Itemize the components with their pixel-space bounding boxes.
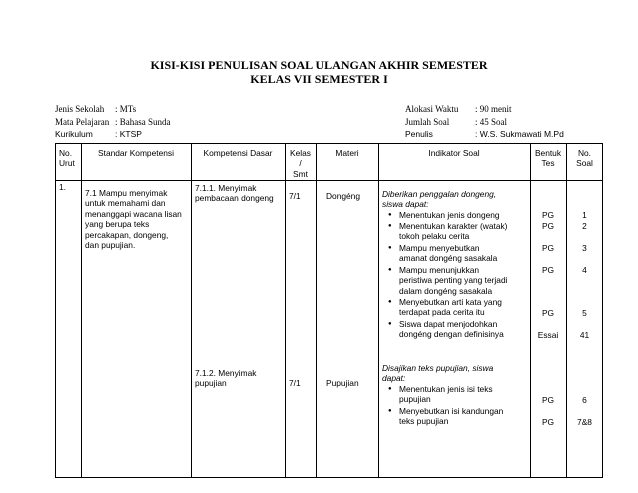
bentuk-tes-item: PG <box>541 417 555 427</box>
header-indikator-soal: Indikator Soal <box>428 148 480 158</box>
kompetensi-dasar-7-1-2: 7.1.2. Menyimak pupujian <box>195 368 257 389</box>
col-divider <box>191 144 192 477</box>
kelas-smt-7-1-2: 7/1 <box>289 378 301 388</box>
meta-left <box>55 103 171 141</box>
meta-mata-pelajaran: Mata Pelajaran : Bahasa Sunda <box>55 116 171 127</box>
indikator-item: ● Menentukan jenis isi teks pupujian <box>399 384 533 405</box>
header-divider <box>56 180 602 181</box>
header-bentuk-tes: Bentuk Tes <box>534 148 562 169</box>
materi-dongeng: Dongéng <box>326 191 360 201</box>
indikator-intro-dongeng: Diberikan penggalan dongeng, siswa dapat: <box>382 189 497 210</box>
no-soal-item: 5 <box>582 308 587 318</box>
indikator-item: ● Menentukan jenis dongeng <box>399 210 533 220</box>
bentuk-tes-item: Essai <box>537 330 559 340</box>
standar-kompetensi-text: 7.1 Mampu menyimak untuk memahami dan menanggapi wacana lisan yang berupa teks percakapan, dongeng, dan pupujian. <box>85 188 182 251</box>
header-no-soal: No. Soal <box>576 148 593 169</box>
bentuk-tes-item: PG <box>541 210 555 220</box>
no-soal-item: 41 <box>579 330 590 340</box>
no-soal-item: 7&8 <box>577 417 592 427</box>
document-subtitle: KELAS VII SEMESTER I <box>250 72 388 86</box>
document-title: KISI-KISI PENULISAN SOAL ULANGAN AKHIR SEMESTER <box>150 58 488 72</box>
kelas-smt-7-1-1: 7/1 <box>289 191 301 201</box>
bentuk-tes-item: PG <box>541 221 555 231</box>
bentuk-tes-item: PG <box>541 265 555 275</box>
no-soal-item: 4 <box>582 265 587 275</box>
row-no-urut: 1. <box>59 182 66 192</box>
indikator-item: ● Menyebutkan isi kandungan teks pupujian <box>399 406 533 427</box>
no-soal-item: 2 <box>582 221 587 231</box>
col-divider <box>81 144 82 477</box>
header-materi: Materi <box>335 148 359 158</box>
indikator-item: ● Mampu menunjukkan peristiwa penting yang terjadi dalam dongéng sasakala <box>399 265 533 296</box>
materi-pupujian: Pupujian <box>326 378 359 388</box>
meta-right <box>405 103 564 141</box>
kompetensi-dasar-7-1-1: 7.1.1. Menyimak pembacaan dongeng <box>195 183 274 204</box>
indikator-item: ● Menentukan karakter (watak) tokoh pelaku cerita <box>399 221 533 242</box>
header-standar-kompetensi: Standar Kompetensi <box>98 148 174 158</box>
col-divider <box>316 144 317 477</box>
bentuk-tes-item: PG <box>541 243 555 253</box>
indikator-item: ● Menyebutkan arti kata yang terdapat pada cerita itu <box>399 297 533 318</box>
kisi-kisi-table <box>55 143 603 478</box>
bentuk-tes-item: PG <box>541 308 555 318</box>
meta-jumlah-soal: Jumlah Soal : 45 Soal <box>405 116 508 127</box>
col-divider <box>378 144 379 477</box>
col-divider <box>285 144 286 477</box>
meta-alokasi-waktu: Alokasi Waktu : 90 menit <box>405 104 512 114</box>
header-kelas-smt: Kelas / Smt <box>290 148 311 179</box>
indikator-item: ● Mampu menyebutkan amanat dongéng sasakala <box>399 243 533 264</box>
no-soal-item: 1 <box>582 210 587 220</box>
no-soal-item: 6 <box>582 395 587 405</box>
bentuk-tes-item: PG <box>541 395 555 405</box>
indikator-item: ● Siswa dapat menjodohkan dongéng dengan definisinya <box>399 319 533 340</box>
meta-kurikulum: Kurikulum : KTSP <box>55 129 142 139</box>
no-soal-item: 3 <box>582 243 587 253</box>
meta-penulis: Penulis : W.S. Sukmawati M.Pd <box>405 129 564 139</box>
indikator-intro-pupujian: Disajikan teks pupujian, siswa dapat: <box>382 363 494 384</box>
header-no-urut: No. Urut <box>59 148 75 169</box>
header-kompetensi-dasar: Kompetensi Dasar <box>203 148 273 158</box>
meta-jenis-sekolah: Jenis Sekolah : MTs <box>55 104 137 114</box>
